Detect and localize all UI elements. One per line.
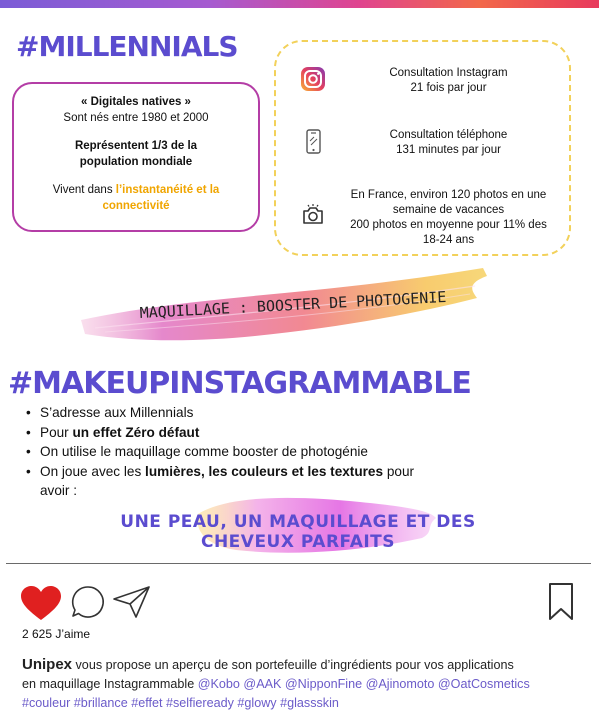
stat-camera-line2: semaine de vacances [392, 204, 505, 216]
phone-icon [300, 128, 328, 156]
bullet-text: S’adresse aux Millennials [40, 405, 194, 420]
camera-icon [300, 202, 328, 230]
post-caption [22, 655, 587, 713]
usage-stats-box [274, 40, 571, 256]
bullet-text-line2: avoir : [40, 483, 78, 498]
caption-mentions[interactable]: @Kobo @AAK @NipponFine @Ajinomoto @OatCosmetics [197, 677, 530, 691]
page-title-millennials: #MILLENNIALS [16, 30, 238, 63]
bookmark-icon[interactable] [548, 582, 574, 627]
instagram-icon [300, 66, 328, 94]
fact-population-line1: Représentent 1/3 de la [74, 140, 198, 152]
stat-instagram-line1: Consultation Instagram [389, 67, 508, 79]
bullet-text: Pour [40, 424, 73, 440]
caption-text-line1: vous propose un aperçu de son portefeuille d’ingrédients pour vos applications [72, 658, 514, 672]
caption-hashtags[interactable]: #couleur #brillance #effet #selfieready #glowy #glassskin [22, 696, 339, 710]
heart-icon[interactable] [20, 586, 62, 627]
caption-text-line2: en maquillage Instagrammable [22, 677, 198, 691]
caption-brand: Unipex [22, 656, 73, 673]
bullet-bold: lumières, les couleurs et les textures [145, 463, 384, 479]
bullet-bold: un effet Zéro défaut [72, 424, 200, 440]
stat-camera-line4: 18-24 ans [422, 234, 475, 246]
stat-camera-line3: 200 photos en moyenne pour 11% des [350, 219, 547, 231]
list-item [26, 423, 496, 443]
bullet-text-suffix: pour [383, 463, 415, 479]
fact-instant-highlight: l’instantanéité et la [115, 184, 220, 196]
fact-digital-natives: « Digitales natives » [81, 96, 191, 108]
top-gradient-bar [0, 0, 599, 8]
fact-instant-prefix: Vivent dans [52, 184, 116, 196]
likes-count: 2 625 J’aime [22, 627, 91, 641]
bullet-text: On joue avec les [40, 463, 146, 479]
stat-phone-line1: Consultation téléphone [389, 129, 508, 141]
slogan-photogenie: MAQUILLAGE : BOOSTER DE PHOTOGENIE [139, 287, 447, 323]
list-item [26, 403, 496, 423]
stat-instagram-line2: 21 fois par jour [410, 82, 487, 94]
slogan-perfect-look: UNE PEAU, UN MAQUILLAGE ET DES CHEVEUX PARFAITS [120, 512, 476, 552]
fact-born-years: Sont nés entre 1980 et 2000 [63, 112, 209, 124]
bullet-text: On utilise le maquillage comme booster de photogénie [40, 444, 368, 459]
stat-phone-line2: 131 minutes par jour [396, 144, 501, 156]
fact-population-line2: population mondiale [79, 156, 193, 168]
millennials-facts-box [12, 82, 260, 232]
comment-icon[interactable] [70, 584, 106, 625]
fact-instant-line1 [14, 182, 258, 198]
share-icon[interactable] [112, 585, 152, 624]
fact-instant-line2: connectivité [102, 200, 170, 212]
stat-camera-line1: En France, environ 120 photos en une [350, 189, 547, 201]
list-item [26, 442, 496, 462]
section-divider [6, 563, 591, 564]
section-title-makeup: #MAKEUPINSTAGRAMMABLE [8, 366, 471, 401]
